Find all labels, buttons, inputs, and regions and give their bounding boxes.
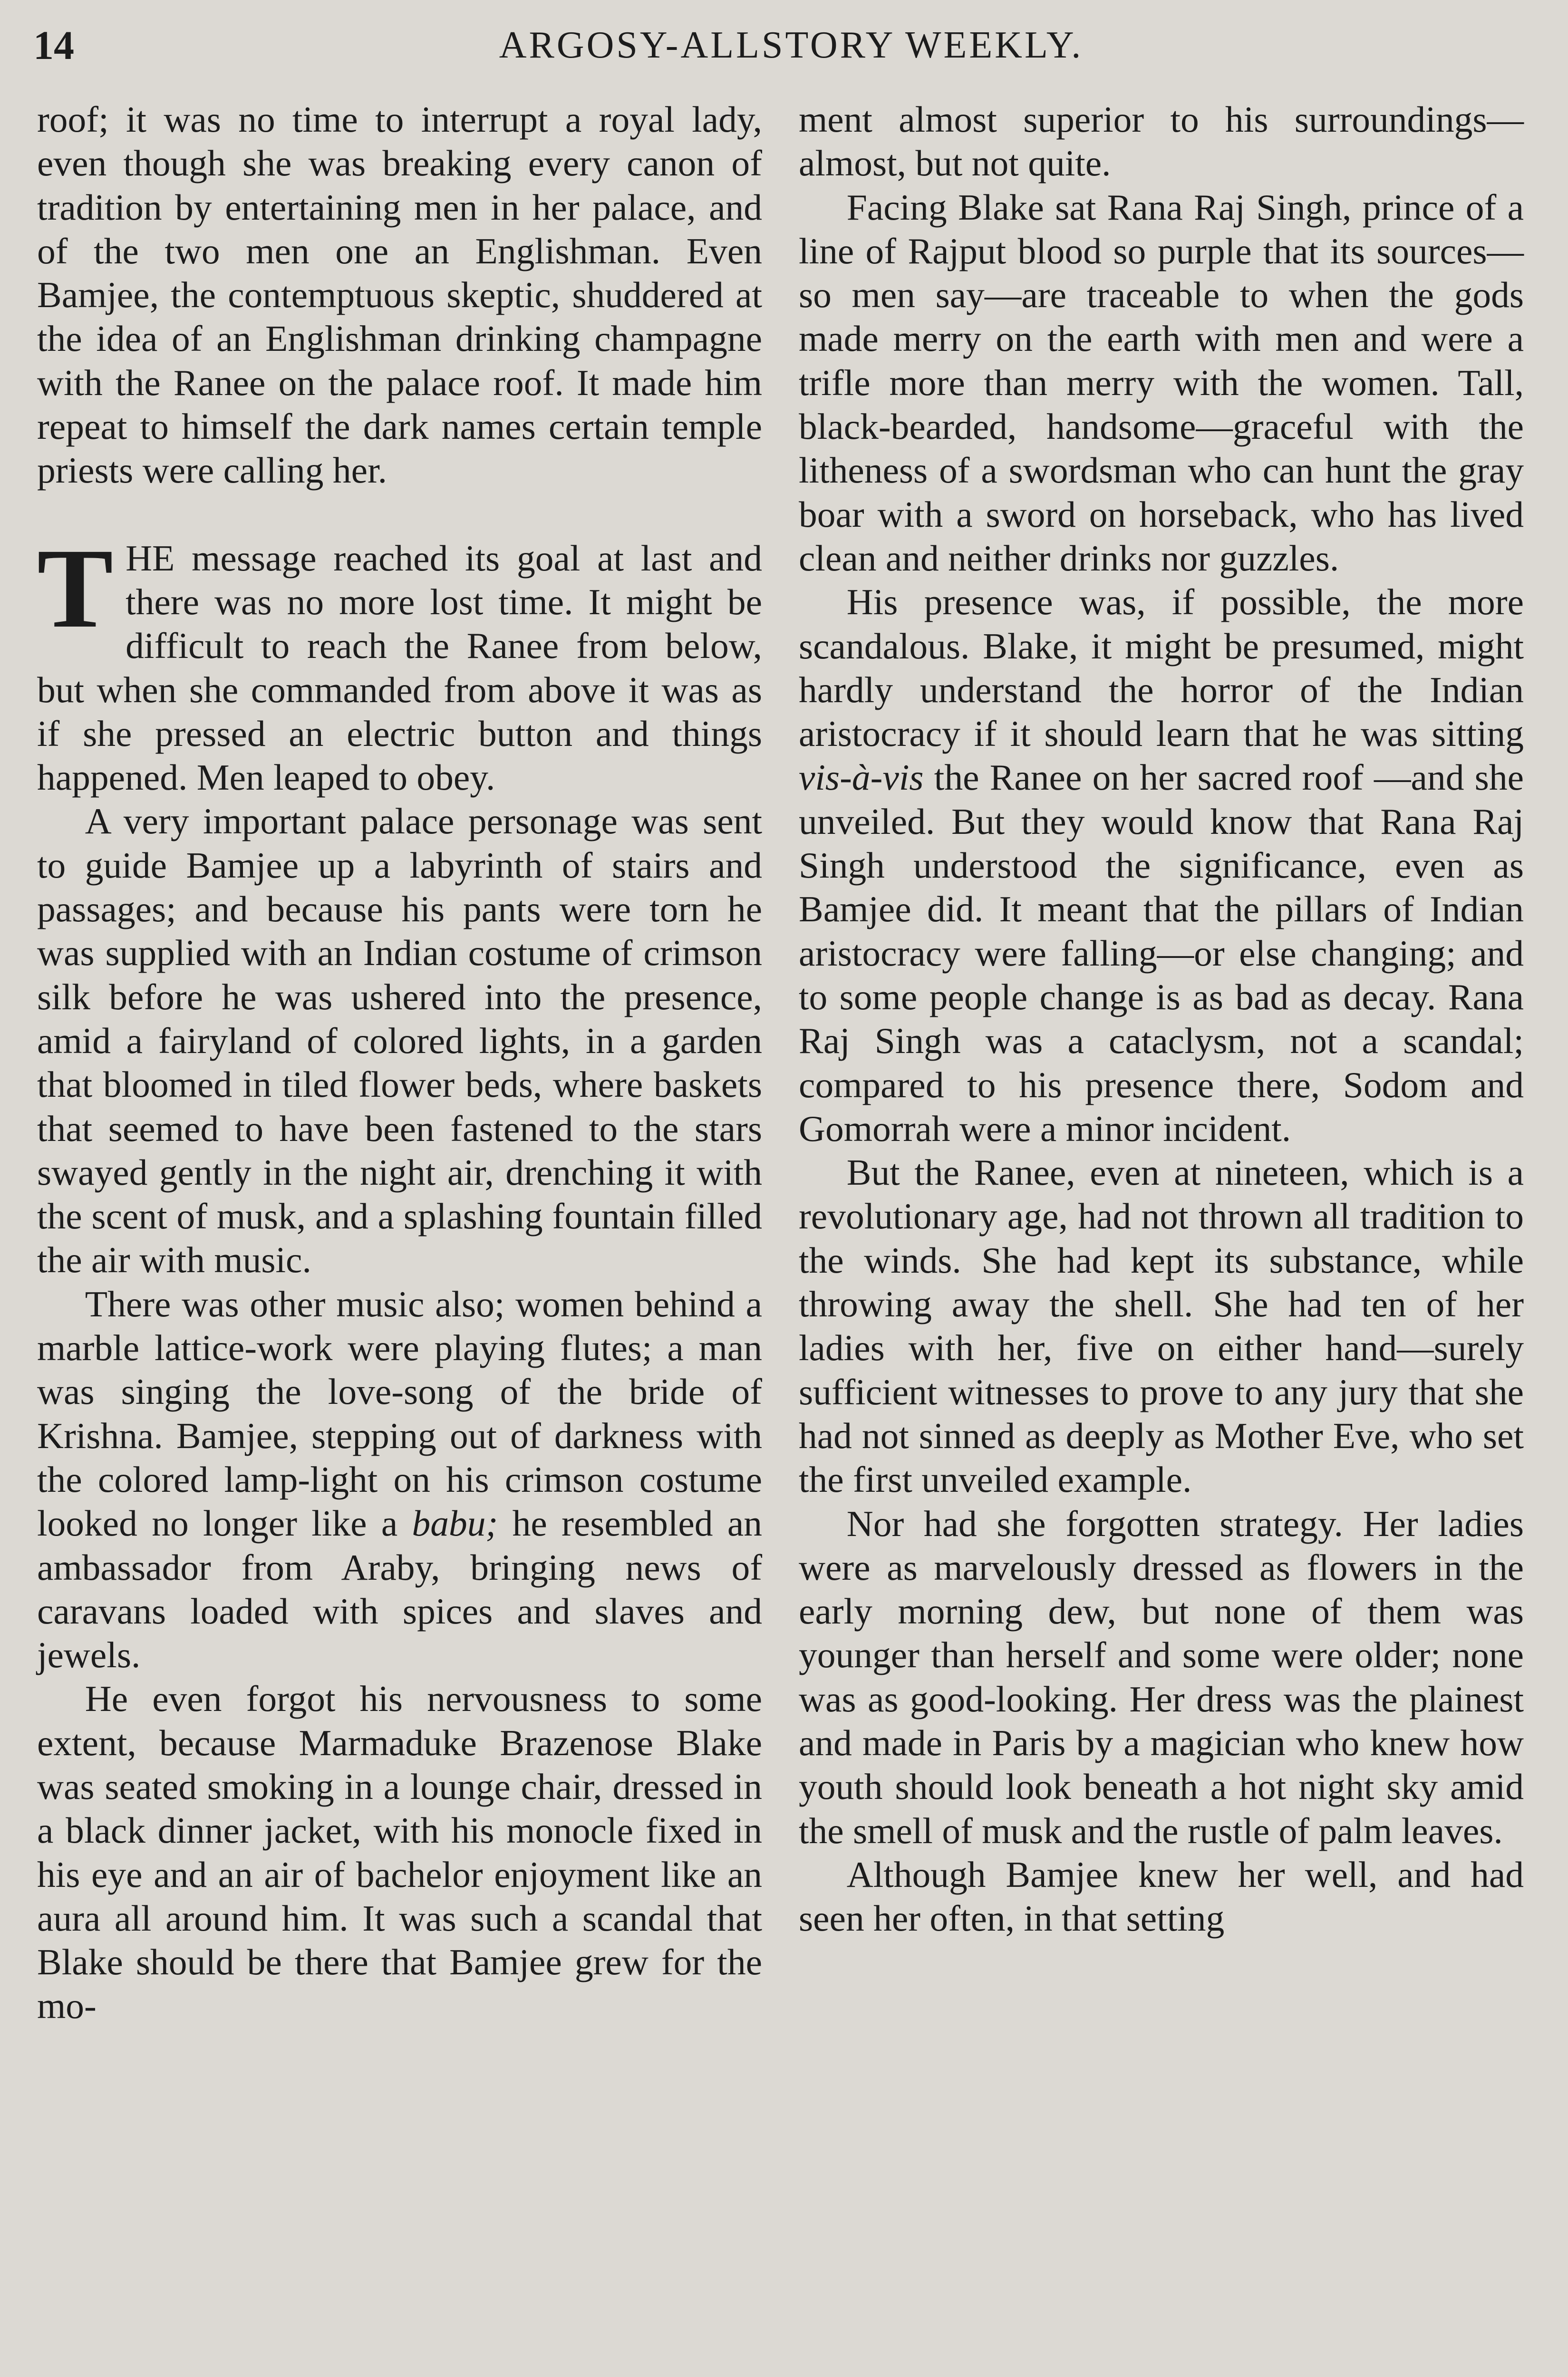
page-header bbox=[33, 19, 1549, 76]
paragraph: roof; it was no time to interrupt a royal lady, even though she was breaking every canon of tradition by entertaining men in her palace, and of the two men one an Englishman. Even Bamjee, the contemptuous skeptic, shuddered at the idea of an Englishman drinking champagne with the Ranee on the palace roof. It made him repeat to himself the dark names certain temple priests were calling her. bbox=[37, 99, 762, 491]
running-head: ARGOSY-ALLSTORY WEEKLY. bbox=[499, 24, 1084, 66]
paragraph: A very important palace personage was sent to guide Bamjee up a labyrinth of stairs and passages; and because his pants were torn he was supplied with an Indian costume of crimson silk before he was ushered into the presence, amid a fairyland of colored lights, in a garden that bloomed in tiled flower beds, where baskets that seemed to have been fastened to the stars swayed gently in the night air, drenching it with the scent of musk, and a splashing fountain filled the air with music. bbox=[37, 801, 762, 1281]
paragraph: Facing Blake sat Rana Raj Singh, prince of a line of Rajput blood so purple that its sources—so men say—are traceable to when the gods made merry on the earth with men and were a trifle more than merry with the women. Tall, black-bearded, handsome—graceful with the litheness of a swordsman who can hunt the gray boar with a sword on horseback, who has lived clean and neither drinks nor guzzles. bbox=[799, 186, 1524, 579]
paragraph-text: HE message reached its goal at last and there was no more lost time. It might be difficult to reach the Ranee from below, but when she commanded from above it was as if she pressed an electric button and things happened. Men leaped to obey. bbox=[37, 537, 762, 798]
italic-text: vis-à-vis bbox=[799, 757, 924, 798]
paragraph bbox=[37, 524, 762, 800]
paragraph: ment almost superior to his surroundings—almost, but not quite. bbox=[799, 99, 1524, 184]
paragraph-text: There was other music also; women behind a marble lattice-work were playing flutes; a man was singing the love-song of the bride of Krishna. Bamjee, stepping out of darkness with the colored lamp-light on his crimson costume looked no longer like a bbox=[37, 1283, 762, 1544]
paragraph-text: he resembled an ambassador from Araby, bringing news of caravans loaded with spices and slaves and jewels. bbox=[37, 1503, 762, 1676]
paragraph bbox=[799, 580, 1524, 1150]
paragraph: Nor had she forgotten strategy. Her ladies were as marvelously dressed as flowers in the early morning dew, but none of them was younger than herself and some were older; none was as good-looking. Her dress was the plainest and made in Paris by a magician who knew how youth should look beneath a hot night sky amid the smell of musk and the rustle of palm leaves. bbox=[799, 1503, 1524, 1851]
paragraph-text: His presence was, if possible, the more scandalous. Blake, it might be presumed, might hardly understand the horror of the Indian aristocracy if it should learn that he was sitting bbox=[799, 581, 1524, 754]
right-column bbox=[799, 97, 1524, 1940]
italic-text: babu; bbox=[412, 1503, 498, 1544]
paragraph: But the Ranee, even at nineteen, which is a revolutionary age, had not thrown all tradition to the winds. She had kept its substance, while throwing away the shell. She had ten of her ladies with her, five on either hand—surely sufficient witnesses to prove to any jury that she had not sinned as deeply as Mother Eve, who set the first unveiled example. bbox=[799, 1152, 1524, 1500]
paragraph bbox=[37, 1282, 762, 1677]
paragraph-text: the Ranee on her sacred roof —and she unveiled. But they would know that Rana Raj Singh understood the significance, even as Bamjee did. It meant that the pillars of Indian aristocracy were falling—or else changing; and to some people change is as bad as decay. Rana Raj Singh was a cataclysm, not a scandal; compared to his presence there, Sodom and Gomorrah were a minor incident. bbox=[799, 757, 1524, 1149]
page-number: 14 bbox=[33, 22, 74, 68]
section-break bbox=[37, 493, 762, 536]
drop-cap: T bbox=[37, 524, 114, 651]
paragraph: He even forgot his nervousness to some extent, because Marmaduke Brazenose Blake was seated smoking in a lounge chair, dressed in a black dinner jacket, with his monocle fixed in his eye and an air of bachelor enjoyment like an aura all around him. It was such a scandal that Blake should be there that Bamjee grew for the mo- bbox=[37, 1678, 762, 2027]
left-column bbox=[37, 97, 762, 2028]
paragraph: Although Bamjee knew her well, and had seen her often, in that setting bbox=[799, 1854, 1524, 1939]
